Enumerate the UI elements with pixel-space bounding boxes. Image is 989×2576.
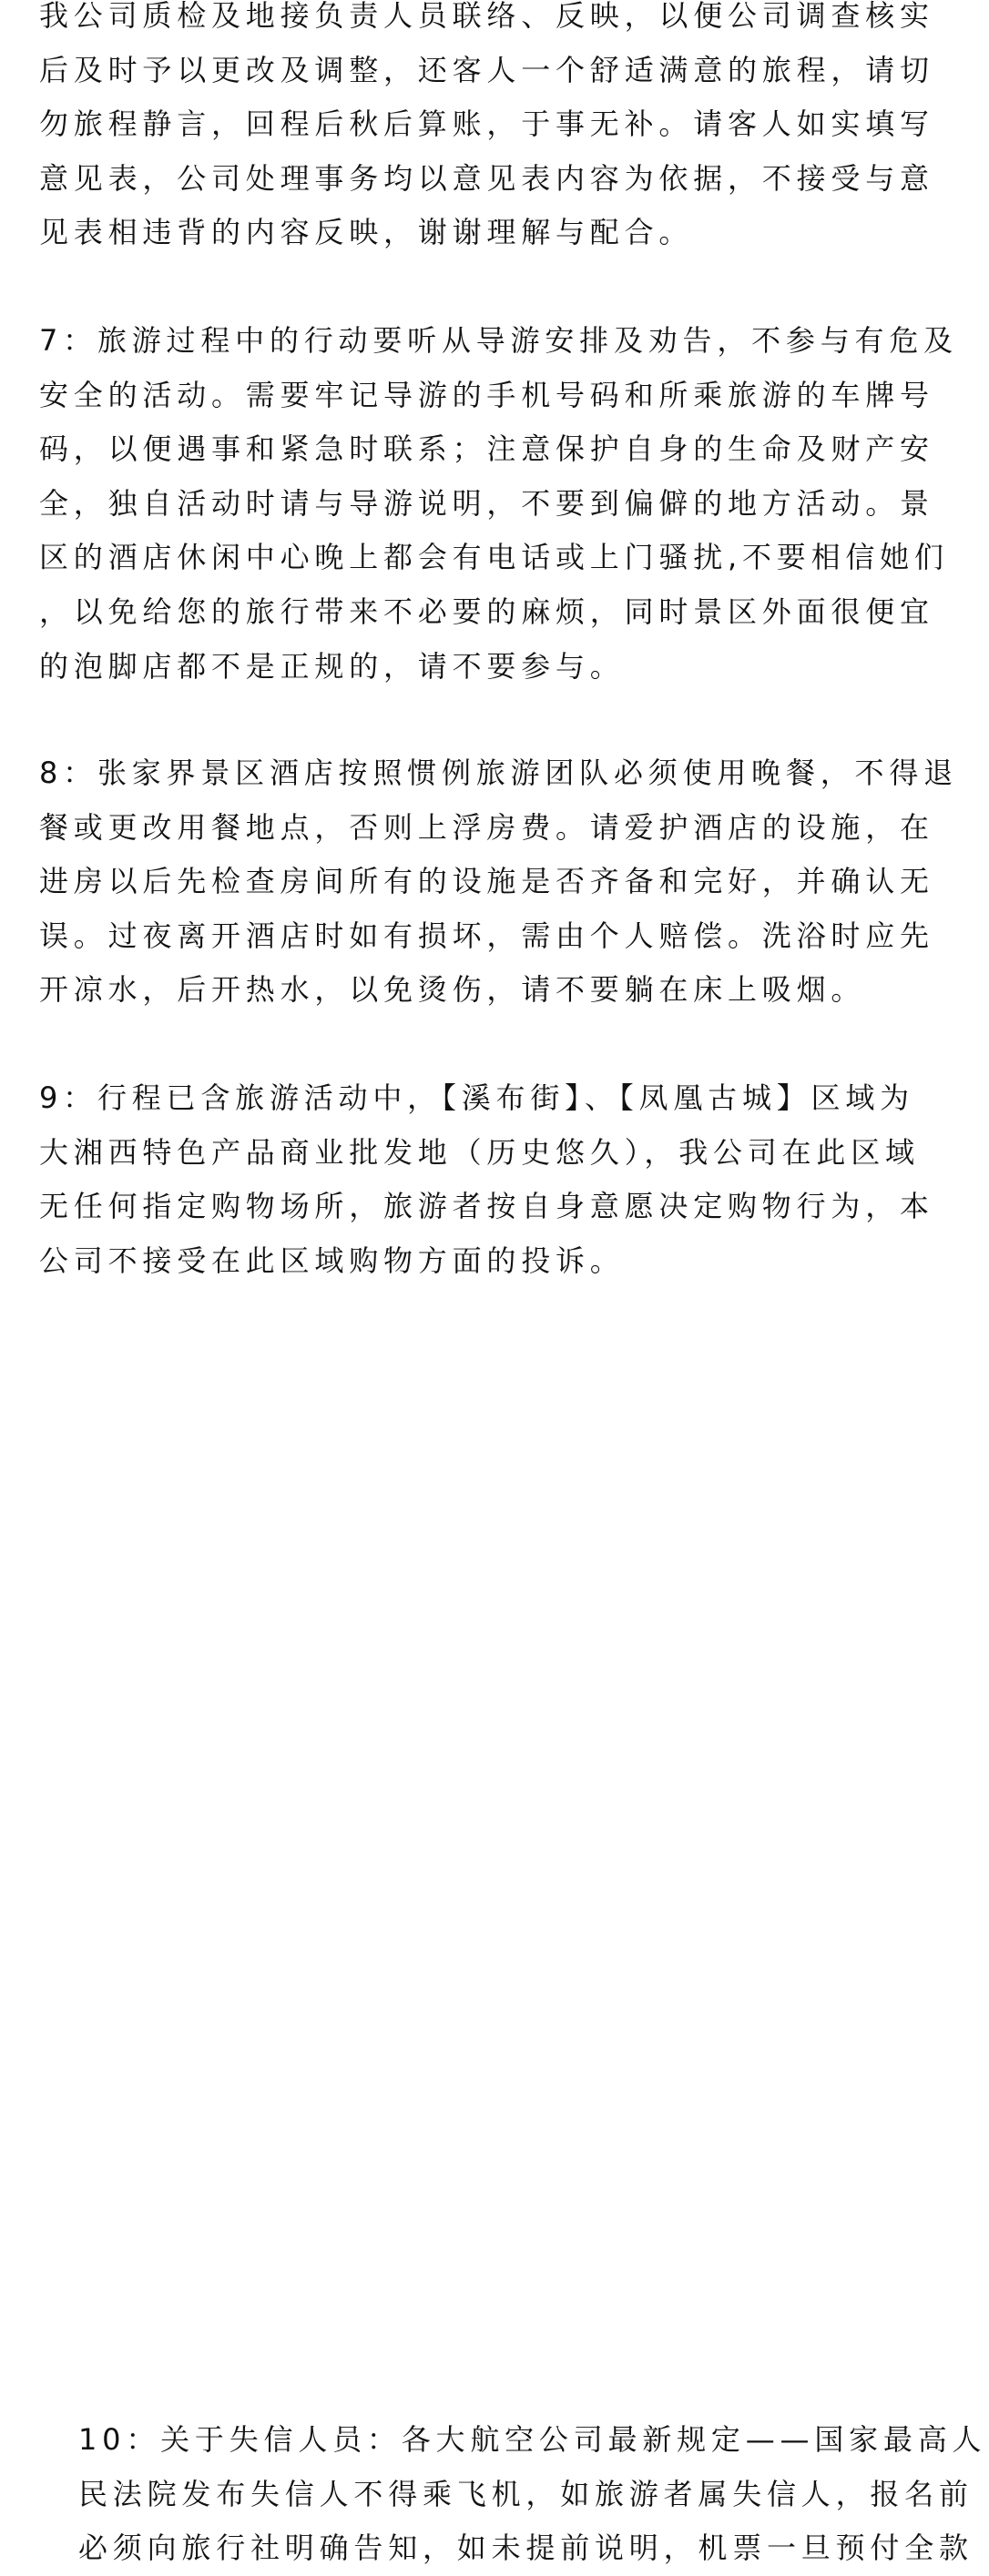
text-line: 必须向旅行社明确告知，如未提前说明，机票一旦预付全款 bbox=[78, 2530, 974, 2566]
text-line: 民法院发布失信人不得乘飞机，如旅游者属失信人，报名前 bbox=[78, 2476, 974, 2511]
text-line: 8：张家界景区酒店按照惯例旅游团队必须使用晚餐，不得退 bbox=[39, 756, 958, 790]
text-line: 进房以后先检查房间所有的设施是否齐备和完好，并确认无 bbox=[39, 864, 934, 899]
text-line: 码，以便遇事和紧急时联系；注意保护自身的生命及财产安 bbox=[39, 431, 934, 467]
text-line: 餐或更改用餐地点，否则上浮房费。请爱护酒店的设施，在 bbox=[39, 809, 934, 845]
text-line: 安全的活动。需要牢记导游的手机号码和所乘旅游的车牌号 bbox=[39, 377, 934, 412]
text-line: 无任何指定购物场所，旅游者按自身意愿决定购物行为，本 bbox=[39, 1189, 934, 1224]
text-line: 9：行程已含旅游活动中，【溪布街】、【凤凰古城】区域为 bbox=[39, 1080, 914, 1115]
text-line: 误。过夜离开酒店时如有损坏，需由个人赔偿。洗浴时应先 bbox=[39, 918, 934, 953]
text-line: 的泡脚店都不是正规的，请不要参与。 bbox=[39, 648, 625, 684]
text-line: 10：关于失信人员：各大航空公司最新规定——国家最高人 bbox=[78, 2422, 987, 2457]
paragraph-item-7 bbox=[39, 314, 958, 694]
text-line: 7：旅游过程中的行动要听从导游安排及劝告，不参与有危及 bbox=[39, 323, 958, 358]
text-line: 区的酒店休闲中心晚上都会有电话或上门骚扰,不要相信她们 bbox=[39, 540, 949, 575]
text-line: 后及时予以更改及调整，还客人一个舒适满意的旅程，请切 bbox=[39, 52, 934, 87]
text-line: 我公司质检及地接负责人员联络、反映，以便公司调查核实 bbox=[39, 0, 934, 33]
paragraph-item-9 bbox=[39, 1071, 987, 2566]
paragraph-item-10 bbox=[78, 2413, 989, 2576]
text-line: 见表相违背的内容反映，谢谢理解与配合。 bbox=[39, 215, 694, 250]
paragraph-continuation bbox=[39, 0, 950, 260]
text-line: 勿旅程静言，回程后秋后算账，于事无补。请客人如实填写 bbox=[39, 106, 934, 142]
text-line: ，以免给您的旅行带来不必要的麻烦，同时景区外面很便宜 bbox=[39, 593, 934, 629]
text-line: 开凉水，后开热水，以免烫伤，请不要躺在床上吸烟。 bbox=[39, 972, 866, 1008]
paragraph-item-8 bbox=[39, 746, 958, 1018]
text-line: 大湘西特色产品商业批发地（历史悠久），我公司在此区域 bbox=[39, 1134, 920, 1170]
text-line: 意见表，公司处理事务均以意见表内容为依据，不接受与意 bbox=[39, 160, 934, 196]
text-line: 公司不接受在此区域购物方面的投诉。 bbox=[39, 1242, 625, 1278]
text-line: 全，独自活动时请与导游说明，不要到偏僻的地方活动。景 bbox=[39, 485, 934, 521]
